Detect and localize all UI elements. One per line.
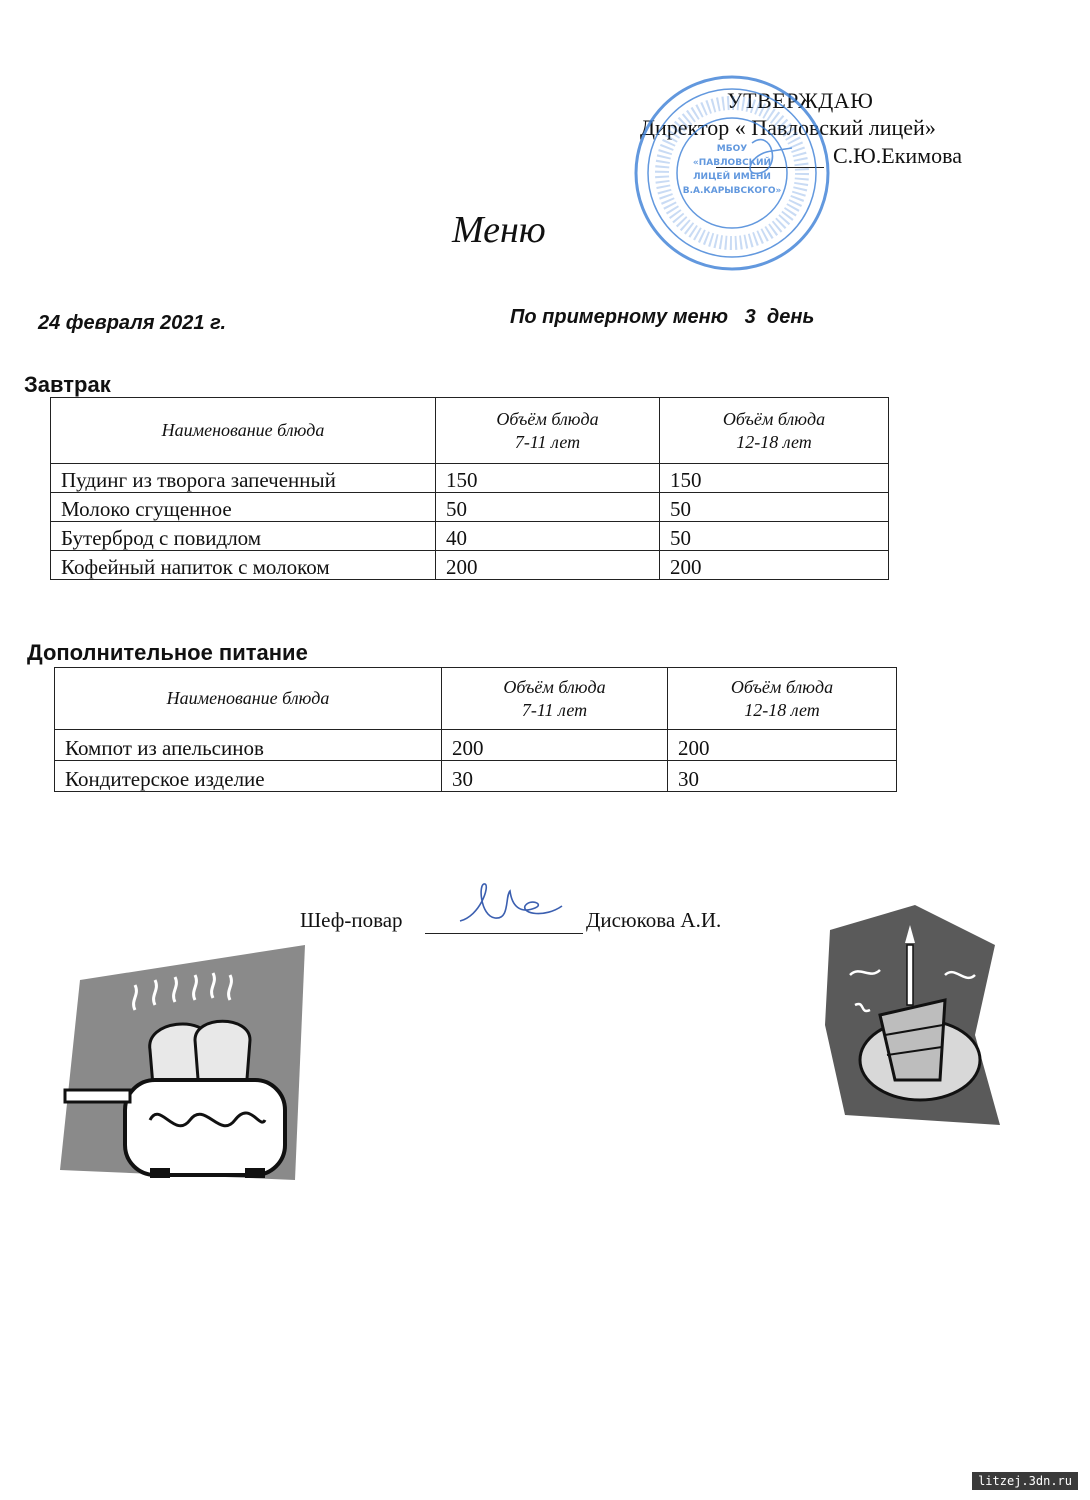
portion-12-18: 50 xyxy=(660,493,889,522)
dish-name: Бутерброд с повидлом xyxy=(51,522,436,551)
portion-7-11: 200 xyxy=(436,551,660,580)
extra-table xyxy=(54,667,897,792)
portion-7-11: 150 xyxy=(436,464,660,493)
cake-picture xyxy=(825,905,1000,1135)
toaster-picture xyxy=(55,940,310,1180)
portion-7-11: 50 xyxy=(436,493,660,522)
breakfast-section-title: Завтрак xyxy=(24,372,111,397)
dish-name: Молоко сгущенное xyxy=(51,493,436,522)
portion-12-18: 30 xyxy=(668,761,897,792)
portion-12-18: 150 xyxy=(660,464,889,493)
table-row xyxy=(51,551,889,580)
document-title: Меню xyxy=(452,209,546,251)
portion-12-18: 200 xyxy=(668,730,897,761)
portion-7-11: 200 xyxy=(442,730,668,761)
stamp-line-3: ЛИЦЕЙ ИМЕНИ xyxy=(693,172,771,182)
column-header-dish: Наименование блюда xyxy=(55,668,442,730)
dish-name: Кондитерское изделие xyxy=(55,761,442,792)
table-header-row xyxy=(55,668,897,730)
dish-name: Кофейный напиток с молоком xyxy=(51,551,436,580)
chef-label: Шеф-повар xyxy=(300,908,403,932)
table-row xyxy=(51,493,889,522)
stamp-line-4: В.А.КАРЫВСКОГО» xyxy=(682,186,782,196)
table-row xyxy=(55,730,897,761)
table-row xyxy=(51,522,889,551)
chef-signature xyxy=(450,876,570,936)
dish-name: Компот из апельсинов xyxy=(55,730,442,761)
portion-12-18: 50 xyxy=(660,522,889,551)
approval-title: УТВЕРЖДАЮ xyxy=(727,88,874,113)
stamp-line-2: «ПАВЛОВСКИЙ xyxy=(692,158,772,168)
column-header-age-7-11: Объём блюда 7-11 лет xyxy=(436,398,660,464)
stamp-line-1: МБОУ xyxy=(716,144,748,154)
table-row xyxy=(55,761,897,792)
approval-name: С.Ю.Екимова xyxy=(833,143,962,168)
column-header-dish: Наименование блюда xyxy=(51,398,436,464)
column-header-age-12-18: Объём блюда 12-18 лет xyxy=(668,668,897,730)
official-stamp xyxy=(632,73,832,273)
table-header-row xyxy=(51,398,889,464)
extra-section-title: Дополнительное питание xyxy=(27,640,308,665)
column-header-age-12-18: Объём блюда 12-18 лет xyxy=(660,398,889,464)
chef-name: Дисюкова А.И. xyxy=(586,908,722,932)
dish-name: Пудинг из творога запеченный xyxy=(51,464,436,493)
portion-7-11: 40 xyxy=(436,522,660,551)
website-watermark: litzej.3dn.ru xyxy=(972,1472,1078,1490)
approval-position: Директор « Павловский лицей» xyxy=(640,115,936,140)
table-row xyxy=(51,464,889,493)
column-header-age-7-11: Объём блюда 7-11 лет xyxy=(442,668,668,730)
portion-7-11: 30 xyxy=(442,761,668,792)
portion-12-18: 200 xyxy=(660,551,889,580)
breakfast-table xyxy=(50,397,889,580)
sample-menu-day: По примерному меню 3 день xyxy=(510,306,815,328)
menu-date: 24 февраля 2021 г. xyxy=(38,312,227,334)
